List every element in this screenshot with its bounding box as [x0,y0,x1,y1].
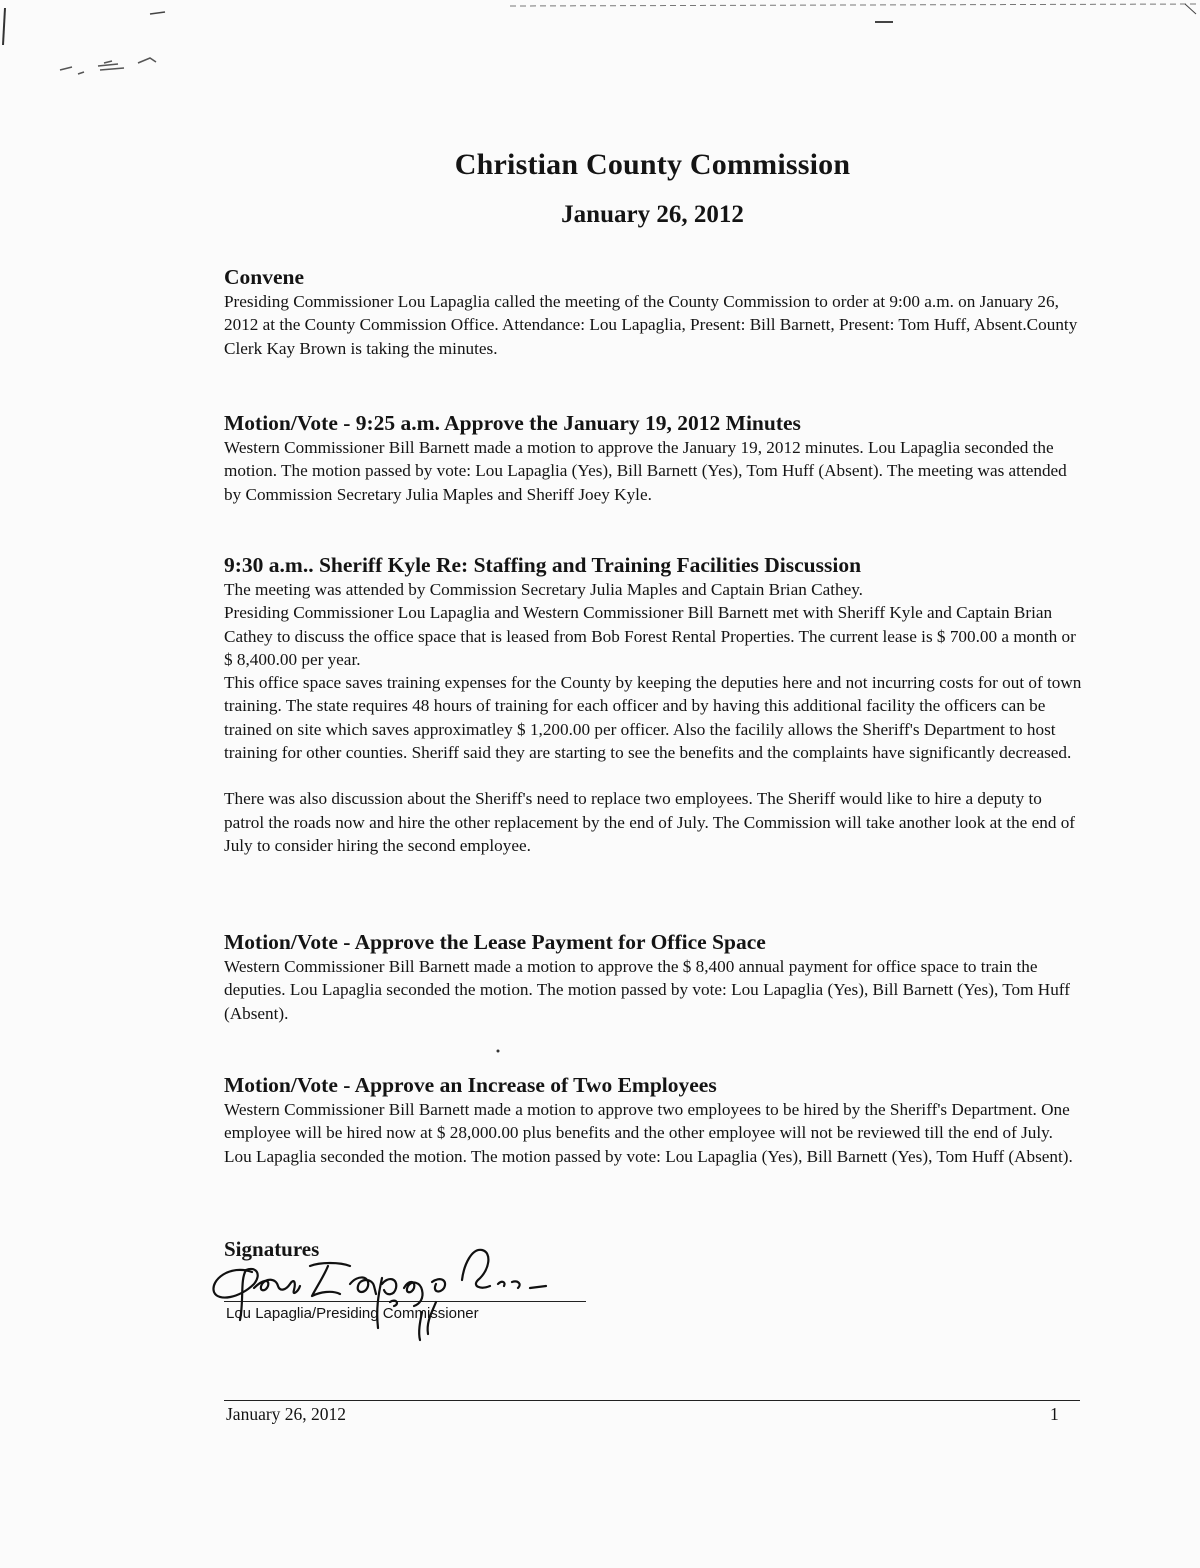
document-title: Christian County Commission [454,148,851,181]
page-number: 1 [1050,1404,1059,1424]
section-paragraph: The meeting was attended by Commission Secretary Julia Maples and Captain Brian Cathey. [224,580,863,599]
section-paragraph: Western Commissioner Bill Barnett made a motion to approve the January 19, 2012 minutes. Lou Lapaglia seconded the motion. The motion passed by vote: Lou Lapaglia (Yes), Bill Barnett (Yes), Tom Huff (Absent). The meeting was attended by Commission Secretary Julia Maples and Sheriff Joey Kyle. [224,438,1067,504]
footer-date: January 26, 2012 [226,1404,347,1424]
document-date: January 26, 2012 [561,201,744,228]
section-motion-two-employees [224,1072,1084,1168]
signatures-label: Signatures [224,1237,320,1261]
scan-artifact-dot [494,1046,504,1056]
section-paragraph: This office space saves training expenses for the County by keeping the deputies here and not incurring costs for out of town training. The state requires 48 hours of training for each officer and by having this additional facility the officers can be trained on site which saves approximatley $ 1,200.00 per officer. Also the facilily allows the Sheriff's Department to host training for other counties. Sheriff said they are starting to see the benefits and the complaints have significantly decreased. [224,673,1082,763]
section-convene [224,264,1084,360]
section-paragraph: Western Commissioner Bill Barnett made a motion to approve the $ 8,400 annual payment for office space to train the deputies. Lou Lapaglia seconded the motion. The motion passed by vote: Lou Lapaglia (Yes), Bill Barnett (Yes), Tom Huff (Absent). [224,957,1070,1023]
section-heading: Motion/Vote - Approve an Increase of Two Employees [224,1073,717,1097]
section-paragraph: Presiding Commissioner Lou Lapaglia called the meeting of the County Commission to order at 9:00 a.m. on January 26, 2012 at the County Commission Office. Attendance: Lou Lapaglia, Present: Bill Barnett, Present: Tom Huff, Absent.County Clerk Kay Brown is taking the minutes. [224,292,1078,358]
section-heading: Motion/Vote - 9:25 a.m. Approve the January 19, 2012 Minutes [224,411,801,435]
section-heading: Motion/Vote - Approve the Lease Payment for Office Space [224,930,766,954]
section-heading: Convene [224,265,305,289]
section-heading: 9:30 a.m.. Sheriff Kyle Re: Staffing and Training Facilities Discussion [224,553,862,577]
section-motion-lease-payment [224,929,1084,1025]
section-motion-approve-minutes [224,410,1084,506]
section-sheriff-discussion [224,552,1084,857]
signer-name: Lou Lapaglia/Presiding Commissioner [226,1305,479,1322]
section-paragraph: Presiding Commissioner Lou Lapaglia and Western Commissioner Bill Barnett met with Sheriff Kyle and Captain Brian Cathey to discuss the office space that is leased from Bob Forest Rental Properties. The current lease is $ 700.00 a month or $ 8,400.00 per year. [224,603,1076,669]
section-paragraph: There was also discussion about the Sheriff's need to replace two employees. The Sheriff would like to hire a deputy to patrol the roads now and hire the other replacement by the end of July. The Commission will take another look at the end of July to consider hiring the second employee. [224,789,1076,855]
section-paragraph: Western Commissioner Bill Barnett made a motion to approve two employees to be hired by the Sheriff's Department. One employee will be hired now at $ 28,000.00 plus benefits and the other employee will not be reviewed till the end of July. Lou Lapaglia seconded the motion. The motion passed by vote: Lou Lapaglia (Yes), Bill Barnett (Yes), Tom Huff (Absent). [224,1100,1073,1166]
handwritten-signature [200,1240,600,1350]
footer-rule [224,1400,1080,1401]
scan-artifact-marks [0,0,1200,90]
